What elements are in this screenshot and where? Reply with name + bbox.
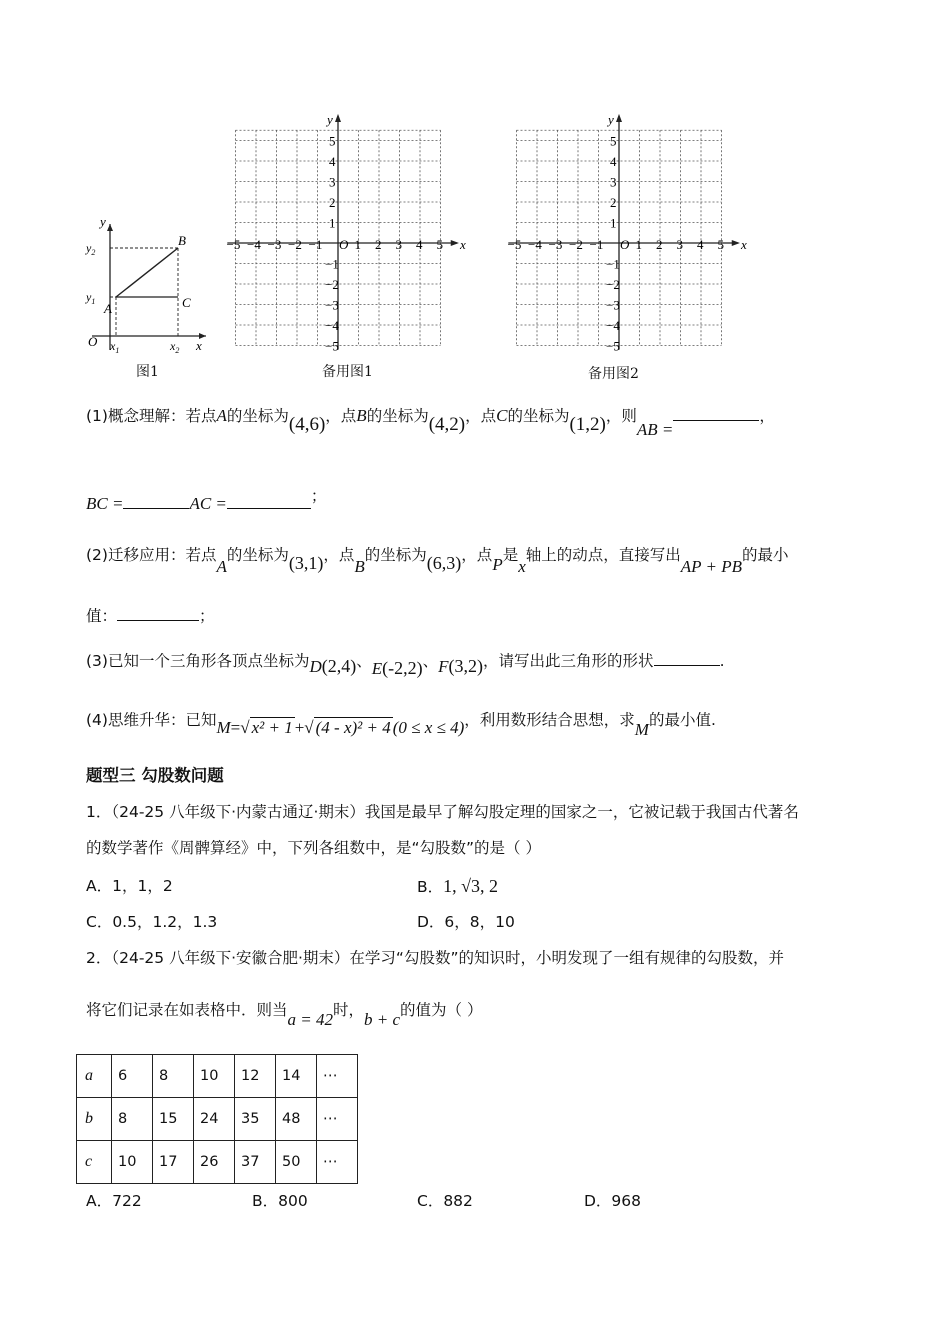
fig1-x-axis-label: x — [196, 338, 202, 353]
x-axis-arrow — [732, 240, 740, 246]
table-cell: 8 — [112, 1098, 153, 1141]
x-tick-label: −3 — [548, 237, 563, 252]
table-cell: ⋯ — [317, 1055, 358, 1098]
table-row — [77, 1141, 358, 1184]
y-tick-label: −1 — [325, 256, 339, 272]
y-tick-label: −3 — [606, 297, 620, 313]
x-tick-label: 3 — [395, 237, 402, 252]
x-tick-label: 3 — [676, 237, 683, 252]
q1-option-d[interactable]: D．6，8，10 — [417, 913, 515, 931]
y-tick-label: 5 — [610, 133, 617, 149]
part2-line1: (2)迁移应用：若点A的坐标为(3,1)，点B的坐标为(6,3)，点P是x轴上的动点，直接写出AP + PB的最小 — [86, 546, 789, 576]
x-tick-label: −1 — [589, 237, 604, 252]
y-tick-label: 1 — [610, 215, 617, 231]
q1-option-b[interactable]: B．1, √3, 2 — [417, 876, 499, 896]
q1-line2: 的数学著作《周髀算经》中，下列各组数中，是“勾股数”的是（ ） — [86, 839, 541, 857]
x-axis-arrow — [451, 240, 459, 246]
fig1-y2-label: $y_2$ — [86, 241, 96, 257]
fig1-point-b-label: B — [178, 233, 186, 248]
grid2-caption: 备用图2 — [588, 366, 639, 382]
fig1-y-axis-label: y — [100, 214, 106, 229]
part1-line1: (1)概念理解：若点A的坐标为(4,6)，点B的坐标为(4,2)，点C的坐标为(1,2)，则AB =， — [86, 406, 775, 439]
table-cell: ⋯ — [317, 1141, 358, 1184]
fig1-y1-label: $y_1$ — [86, 290, 96, 306]
table-cell: 10 — [112, 1141, 153, 1184]
part2-line2: 值： ； — [86, 607, 215, 625]
table-cell: 12 — [235, 1055, 276, 1098]
x-tick-label: −4 — [247, 237, 261, 252]
x-tick-label: 5 — [436, 237, 443, 252]
y-axis-label: y — [327, 112, 333, 128]
table-cell: 37 — [235, 1141, 276, 1184]
x-tick-label: 5 — [717, 237, 724, 252]
origin-label: O — [620, 237, 630, 252]
table-cell: 14 — [276, 1055, 317, 1098]
x-tick-label: 1 — [635, 237, 642, 252]
x-tick-label: 2 — [375, 237, 382, 252]
table-row-header: c — [77, 1141, 112, 1184]
q2-line1: 2．（24-25 八年级下·安徽合肥·期末）在学习“勾股数”的知识时，小明发现了一组有规律的勾股数，并 — [86, 949, 784, 967]
y-tick-label: −4 — [606, 318, 620, 333]
table-row-header: b — [77, 1098, 112, 1141]
part3-line: (3)已知一个三角形各顶点坐标为D(2,4)、E(-2,2)、F(3,2)，请写出此三角形的形状 . — [86, 652, 725, 678]
x-tick-label: −1 — [308, 237, 323, 252]
y-tick-label: −2 — [606, 277, 620, 292]
bc-answer-blank[interactable] — [123, 494, 189, 509]
q1-option-c[interactable]: C．0.5，1.2，1.3 — [86, 913, 218, 931]
q2-line2: 将它们记录在如表格中．则当a = 42时，b + c的值为（ ） — [86, 1001, 483, 1029]
table-cell: 24 — [194, 1098, 235, 1141]
table-cell: 48 — [276, 1098, 317, 1141]
q1-option-a[interactable]: A．1，1，2 — [86, 877, 173, 895]
table-cell: 8 — [153, 1055, 194, 1098]
fig1-caption: 图1 — [136, 364, 159, 380]
y-tick-label: 4 — [610, 154, 617, 169]
x-axis-label: x — [459, 237, 466, 252]
table-cell: 10 — [194, 1055, 235, 1098]
x-tick-label: −5 — [507, 237, 522, 252]
x-tick-label: 4 — [416, 237, 423, 252]
x-tick-label: −3 — [267, 237, 282, 252]
x-axis-label: x — [740, 237, 747, 252]
backup-grid-1 — [226, 112, 478, 356]
y-axis-arrow — [335, 114, 341, 122]
segment-ab — [116, 248, 178, 297]
table-cell: 6 — [112, 1055, 153, 1098]
y-tick-label: −1 — [606, 256, 620, 272]
backup-grid-2 — [507, 112, 759, 356]
table-cell: 35 — [235, 1098, 276, 1141]
origin-label: O — [339, 237, 349, 252]
fig1-point-a-label: A — [104, 301, 112, 316]
x-tick-label: 1 — [354, 237, 361, 252]
y-tick-label: 3 — [610, 174, 617, 190]
fig1-x1-label: $x_1$ — [110, 339, 120, 355]
q2-option-d[interactable]: D．968 — [584, 1192, 642, 1210]
y-axis-arrow — [616, 114, 622, 122]
table-cell: 50 — [276, 1141, 317, 1184]
ab-answer-blank[interactable] — [673, 406, 759, 421]
y-tick-label: −5 — [606, 338, 620, 354]
x-tick-label: 2 — [656, 237, 663, 252]
min-value-blank[interactable] — [117, 606, 199, 621]
table-cell: 15 — [153, 1098, 194, 1141]
table-row — [77, 1098, 358, 1141]
figure-1 — [80, 212, 210, 354]
y-tick-label: 1 — [329, 215, 336, 231]
x-tick-label: −2 — [569, 237, 583, 252]
x-tick-label: −4 — [528, 237, 542, 252]
y-tick-label: 5 — [329, 133, 336, 149]
y-tick-label: −3 — [325, 297, 339, 313]
y-axis-label: y — [608, 112, 614, 128]
y-tick-label: −2 — [325, 277, 339, 292]
table-cell: 26 — [194, 1141, 235, 1184]
y-tick-label: −5 — [325, 338, 339, 354]
triangle-shape-blank[interactable] — [654, 651, 720, 666]
q2-option-b[interactable]: B．800 — [252, 1192, 308, 1210]
part1-line2: BC = AC = ； — [86, 487, 327, 513]
q2-option-c[interactable]: C．882 — [417, 1192, 473, 1210]
y-tick-label: 3 — [329, 174, 336, 190]
table-row-header: a — [77, 1055, 112, 1098]
radicand-2: (4 - x)² + 4 — [315, 718, 391, 737]
x-tick-label: −5 — [226, 237, 241, 252]
ac-answer-blank[interactable] — [227, 494, 311, 509]
q1-line1: 1．（24-25 八年级下·内蒙古通辽·期末）我国是最早了解勾股定理的国家之一，它被记载于我国古代著名 — [86, 803, 799, 821]
y-tick-label: 2 — [329, 195, 336, 210]
table-cell: 17 — [153, 1141, 194, 1184]
y-tick-label: 2 — [610, 195, 617, 210]
fig1-origin-label: O — [88, 334, 98, 349]
x-tick-label: 4 — [697, 237, 704, 252]
q2-option-a[interactable]: A．722 — [86, 1192, 142, 1210]
fig1-x2-label: $x_2$ — [170, 339, 180, 355]
grid1-caption: 备用图1 — [322, 364, 373, 380]
part4-line: (4)思维升华：已知M=√ x² + 1 +√ (4 - x)² + 4 (0 ≤ x ≤ 4)，利用数形结合思想，求M的最小值. — [86, 711, 716, 739]
fig1-point-c-label: C — [182, 295, 191, 310]
radicand-1: x² + 1 — [251, 718, 293, 737]
x-tick-label: −2 — [288, 237, 302, 252]
section-title: 题型三 勾股数问题 — [86, 766, 224, 785]
table-row — [77, 1055, 358, 1098]
y-tick-label: 4 — [329, 154, 336, 169]
pythagorean-table — [76, 1054, 358, 1184]
y-tick-label: −4 — [325, 318, 339, 333]
table-cell: ⋯ — [317, 1098, 358, 1141]
